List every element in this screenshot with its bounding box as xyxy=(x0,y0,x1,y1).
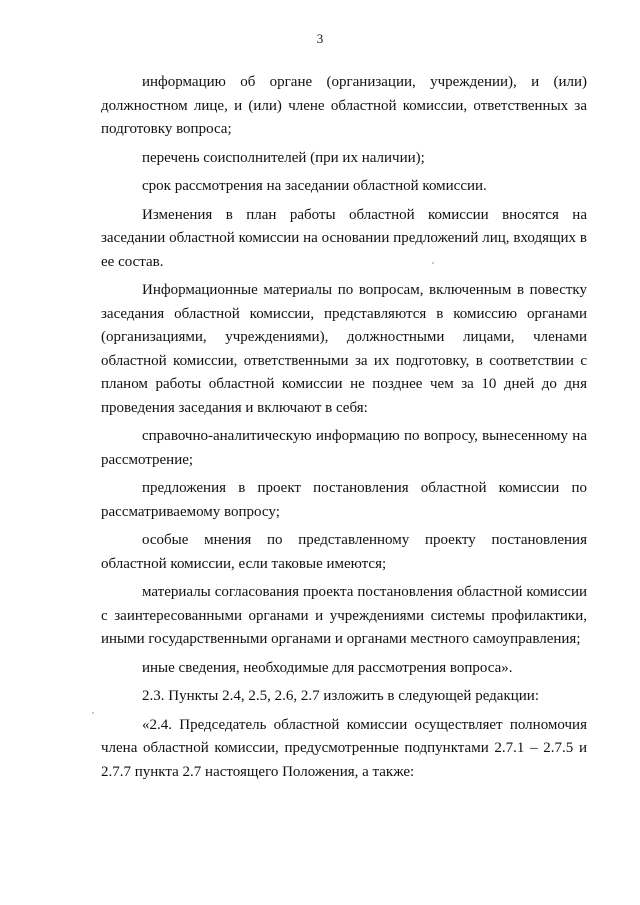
scan-speck xyxy=(92,712,94,714)
scan-speck xyxy=(432,262,434,264)
paragraph-plan-changes: Изменения в план работы областной комиссии вносятся на заседании областной комиссии на основании предложений лиц, входящих в ее состав. xyxy=(101,206,587,270)
paragraph-draft-proposals: предложения в проект постановления областной комиссии по рассматриваемому вопросу; xyxy=(101,480,587,520)
paragraph-information-materials: Информационные материалы по вопросам, включенным в повестку заседания областной комиссии, представляются в комиссию органами (организациями, учреждениями), должностными лицами, членами областной комиссии, ответственными за их подготовку, в соответствии с планом работы областной комиссии не позднее чем за 10 дней до дня проведения заседания и включают в себя: xyxy=(101,282,587,416)
paragraph-co-executors: перечень соисполнителей (при их наличии); xyxy=(142,149,425,166)
page-number: 3 xyxy=(316,31,324,46)
paragraph-responsible-info: информацию об органе (организации, учреждении), и (или) должностном лице, и (или) члене областной комиссии, ответственных за подготовку вопроса; xyxy=(101,74,587,137)
document-body xyxy=(101,71,587,789)
paragraph-section-2-3: 2.3. Пункты 2.4, 2.5, 2.6, 2.7 изложить в следующей редакции: xyxy=(142,688,539,704)
paragraph-other-information: иные сведения, необходимые для рассмотрения вопроса». xyxy=(142,659,513,676)
paragraph-approval-materials: материалы согласования проекта постановления областной комиссии с заинтересованными органами и учреждениями системы профилактики, иными государственными органами и органами местного самоуправления; xyxy=(101,584,587,647)
paragraph-review-deadline: срок рассмотрения на заседании областной комиссии. xyxy=(142,178,487,194)
paragraph-section-2-4: «2.4. Председатель областной комиссии осуществляет полномочия члена областной комиссии, предусмотренные подпунктами 2.7.1 – 2.7.5 и 2.7.7 пункта 2.7 настоящего Положения, а также: xyxy=(101,716,587,780)
paragraph-special-opinions: особые мнения по представленному проекту постановления областной комиссии, если таковые имеются; xyxy=(101,532,587,572)
paragraph-analytical-info: справочно-аналитическую информацию по вопросу, вынесенному на рассмотрение; xyxy=(101,428,587,468)
